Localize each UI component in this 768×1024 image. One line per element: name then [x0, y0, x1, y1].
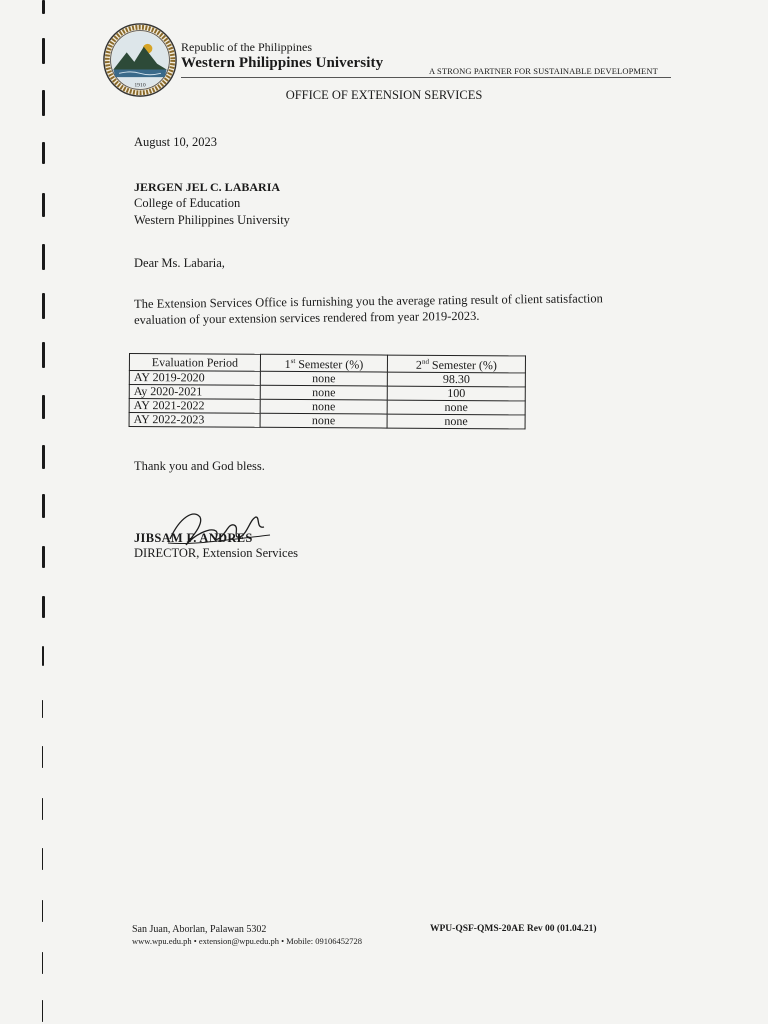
binder-mark — [42, 798, 43, 820]
cell-sem2: none — [387, 400, 525, 415]
binder-mark — [42, 244, 45, 270]
binder-mark — [42, 596, 45, 618]
binder-mark — [42, 342, 45, 368]
footer-contact: www.wpu.edu.ph • extension@wpu.edu.ph • Mobile: 09106452728 — [132, 936, 362, 946]
seal-year: 1910 — [134, 82, 146, 89]
cell-period: AY 2022-2023 — [129, 413, 260, 428]
cell-sem1: none — [260, 385, 387, 400]
binder-mark — [42, 546, 45, 568]
binder-mark — [42, 142, 45, 164]
university-name: Western Philippines University — [181, 55, 384, 71]
university-tagline: A STRONG PARTNER FOR SUSTAINABLE DEVELOPMENT — [429, 66, 658, 76]
binder-mark — [42, 445, 45, 469]
binder-mark — [42, 700, 43, 718]
recipient-college: College of Education — [134, 196, 241, 210]
binder-mark — [42, 746, 43, 768]
cell-period: AY 2019-2020 — [129, 371, 260, 386]
binder-mark — [42, 38, 45, 64]
cell-sem1: none — [260, 371, 387, 386]
binder-mark — [42, 1000, 43, 1022]
signatory-name: JIBSAM F. ANDRES — [134, 531, 253, 545]
header-first-semester: 1st Semester (%) — [260, 354, 387, 372]
recipient-university: Western Philippines University — [134, 213, 290, 227]
binder-mark — [42, 395, 45, 419]
letter-date: August 10, 2023 — [134, 135, 217, 149]
body-line-1: The Extension Services Office is furnishing you the average rating result of client satisfaction — [134, 291, 603, 311]
cell-sem2: 98.30 — [387, 372, 525, 387]
header-second-semester: 2nd Semester (%) — [387, 355, 525, 373]
signatory-title: DIRECTOR, Extension Services — [134, 546, 298, 560]
body-line-2: evaluation of your extension services rendered from year 2019-2023. — [134, 308, 480, 327]
binder-mark — [42, 952, 43, 974]
cell-sem2: 100 — [387, 386, 525, 401]
header-evaluation-period: Evaluation Period — [129, 354, 260, 372]
binder-mark — [42, 494, 45, 518]
binder-mark — [42, 900, 43, 922]
footer-address: San Juan, Aborlan, Palawan 5302 — [132, 924, 267, 935]
university-seal-logo — [102, 22, 178, 98]
office-heading: OFFICE OF EXTENSION SERVICES — [285, 88, 483, 102]
republic-line: Republic of the Philippines — [181, 40, 312, 54]
cell-sem2: none — [387, 414, 525, 429]
salutation: Dear Ms. Labaria, — [134, 256, 225, 270]
binder-mark — [42, 848, 43, 870]
ratings-table — [129, 353, 526, 429]
cell-period: AY 2021-2022 — [129, 399, 260, 414]
cell-sem1: none — [260, 413, 387, 428]
binder-mark — [42, 193, 45, 217]
table-row — [129, 413, 525, 429]
cell-period: Ay 2020-2021 — [129, 385, 260, 400]
recipient-name: JERGEN JEL C. LABARIA — [134, 180, 281, 194]
footer-form-code: WPU-QSF-QMS-20AE Rev 00 (01.04.21) — [430, 924, 597, 934]
closing-line: Thank you and God bless. — [134, 459, 265, 473]
cell-sem1: none — [260, 399, 387, 414]
binder-mark — [42, 646, 44, 666]
binder-mark — [42, 293, 45, 319]
binder-mark — [42, 0, 45, 14]
letterhead-rule — [181, 77, 671, 78]
